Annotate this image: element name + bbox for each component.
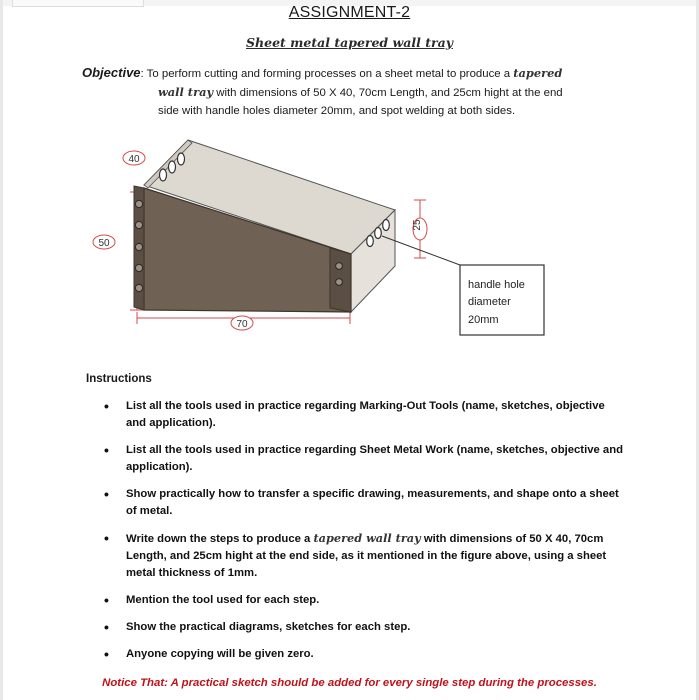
instruction-item-5 [104,592,624,609]
dim-label-length: 70 [236,319,248,330]
page-title: ASSIGNMENT-2 [288,4,411,21]
instruction-text-5: Mention the tool used for each step. [126,594,320,606]
spot-weld-left-2 [135,221,142,228]
objective-term-wall-tray: wall tray [158,85,214,99]
tray-figure [80,130,560,340]
instruction-text-2: List all the tools used in practice regarding Sheet Metal Work (name, sketches, objective and application). [126,444,623,473]
objective-text-3: side with handle holes diameter 20mm, and spot welding at both sides. [158,105,516,117]
spot-weld-right-2 [336,279,343,286]
instruction-text-1: List all the tools used in practice regarding Marking-Out Tools (name, sketches, objective and application). [126,400,605,429]
instruction-item-6 [104,619,624,636]
objective-colon: : [140,68,144,80]
handle-hole-left-3 [178,153,185,165]
dim-label-height: 50 [98,238,110,249]
objective-term-tapered: tapered [513,66,563,80]
dim-label-end-height: 25 [412,219,423,231]
handle-hole-right-3 [383,220,390,231]
spot-weld-left-4 [135,264,142,271]
instruction-text-3: Show practically how to transfer a specific drawing, measurements, and shape onto a sheet of metal. [126,488,619,517]
page-left-edge [0,0,3,700]
callout-line-2: diameter [468,296,511,308]
instruction-item-4 [104,530,624,582]
instructions-list [104,398,624,663]
objective-line-1 [82,64,642,83]
objective-text-1: To perform cutting and forming processes on a sheet metal to produce a [146,68,511,80]
callout-line-3: 20mm [468,314,499,326]
objective-paragraph [82,64,642,120]
notice-text: Notice That: A practical sketch should be added for every single step during the processes. [102,677,597,689]
spot-weld-left-1 [135,200,142,207]
instruction-term-tapered-wall-tray: tapered wall tray [313,531,421,545]
handle-hole-left-2 [169,161,176,173]
instruction-item-3 [104,486,624,520]
instructions-heading: Instructions [86,373,152,385]
spot-weld-right-1 [336,263,343,270]
handle-hole-left-1 [160,169,167,181]
objective-line-3 [82,102,642,120]
instruction-item-7 [104,646,624,663]
instruction-item-1 [104,398,624,432]
instruction-text-7: Anyone copying will be given zero. [126,648,314,660]
instruction-text-6: Show the practical diagrams, sketches for each step. [126,621,411,633]
objective-label: Objective [82,65,141,80]
callout-line-1: handle hole [468,279,525,291]
instruction-item-2 [104,442,624,476]
handle-hole-right-2 [375,228,382,239]
objective-line-2 [82,83,642,102]
spot-weld-left-5 [135,284,142,291]
objective-text-2: with dimensions of 50 X 40, 70cm Length, and 25cm hight at the end [216,87,563,99]
instruction-text-4a: Write down the steps to produce a [126,533,311,545]
instruction-text-4b: with dimensions of 50 X 40, 70cm Length, and 25cm hight at the end side, as it mentioned in the figure above, using a sheet metal thickness of 1mm. [126,533,607,579]
spot-weld-left-3 [135,243,142,250]
dim-label-width: 40 [128,154,140,165]
handle-hole-right-1 [367,236,374,247]
page-subtitle: Sheet metal tapered wall tray [246,35,453,50]
